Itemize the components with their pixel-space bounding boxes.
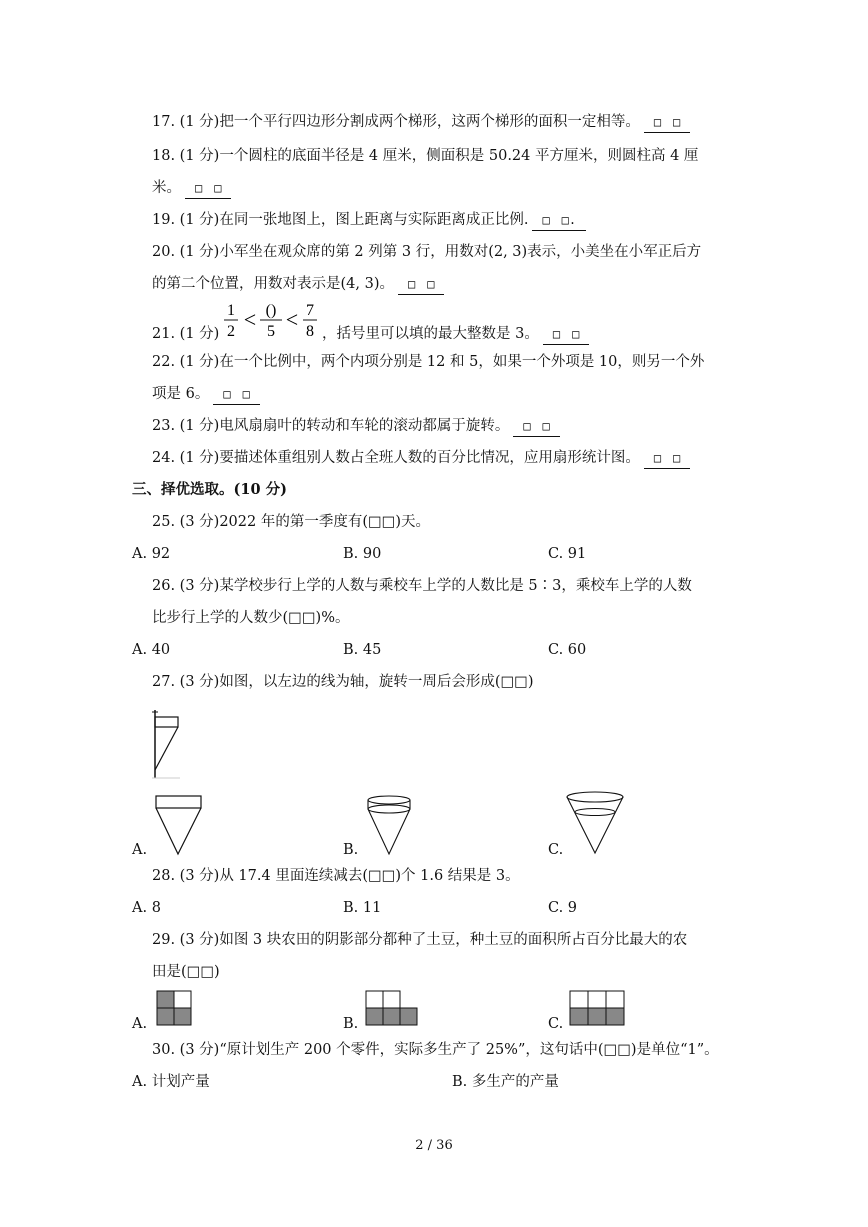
question-26-line2: 比步行上学的人数少(□□)%。 (152, 610, 350, 626)
question-23: 23. (1 分)电风扇扇叶的转动和车轮的滚动都属于旋转。 □ □ (152, 416, 560, 437)
question-22-line2: 项是 6。 □ □ (152, 384, 260, 405)
less-than-sign: < (285, 307, 299, 332)
option-29-b[interactable]: B. (343, 1016, 359, 1032)
answer-blank[interactable]: □ □ (185, 178, 231, 199)
option-29-c-figure[interactable] (569, 990, 627, 1028)
question-21-text: ，括号里可以填的最大整数是 3。 □ □ (322, 324, 589, 345)
question-29-line2: 田是(□□) (152, 964, 220, 980)
question-21-prefix: 21. (1 分) (152, 326, 220, 342)
option-27-c-figure[interactable] (564, 790, 626, 856)
question-22-line1: 22. (1 分)在一个比例中，两个内项分别是 12 和 5，如果一个外项是 10，则另一个外 (152, 354, 705, 370)
question-24: 24. (1 分)要描述体重组别人数占全班人数的百分比情况，应用扇形统计图。 □ □ (152, 448, 690, 469)
rotation-figure (150, 708, 184, 780)
option-27-b[interactable]: B. (343, 842, 359, 858)
option-29-b-figure[interactable] (365, 990, 423, 1028)
question-18-line1: 18. (1 分)一个圆柱的底面半径是 4 厘米，侧面积是 50.24 平方厘米，则圆柱高 4 厘 (152, 148, 699, 164)
answer-blank[interactable]: □ □. (532, 210, 586, 231)
option-26-c[interactable]: C. 60 (548, 642, 587, 658)
option-30-a[interactable]: A. 计划产量 (132, 1074, 210, 1090)
question-17: 17. (1 分)把一个平行四边形分割成两个梯形，这两个梯形的面积一定相等。 □ □ (152, 112, 690, 133)
question-20-line1: 20. (1 分)小军坐在观众席的第 2 列第 3 行，用数对(2, 3)表示，小美坐在小军正后方 (152, 244, 702, 260)
option-29-a[interactable]: A. (132, 1016, 148, 1032)
option-27-a-figure[interactable] (154, 794, 204, 856)
fraction-inequality-image (222, 298, 320, 342)
option-26-a[interactable]: A. 40 (132, 642, 171, 658)
question-28: 28. (3 分)从 17.4 里面连续减去(□□)个 1.6 结果是 3。 (152, 868, 520, 884)
section-heading: 三、择优选取。(10 分) (132, 481, 287, 498)
fraction-numerator-2: () (265, 302, 277, 319)
option-27-c[interactable]: C. (548, 842, 564, 858)
question-20-line2: 的第二个位置，用数对表示是(4, 3)。 □ □ (152, 274, 444, 295)
option-28-a[interactable]: A. 8 (132, 900, 161, 916)
question-18-line2: 米。 □ □ (152, 178, 231, 199)
fraction-denominator-2: 5 (267, 323, 275, 340)
answer-blank[interactable]: □ □ (644, 448, 690, 469)
option-29-c[interactable]: C. (548, 1016, 564, 1032)
question-26-line1: 26. (3 分)某学校步行上学的人数与乘校车上学的人数比是 5∶3，乘校车上学的人数 (152, 578, 692, 594)
question-19: 19. (1 分)在同一张地图上，图上距离与实际距离成正比例. □ □. (152, 210, 586, 231)
question-27: 27. (3 分)如图，以左边的线为轴，旋转一周后会形成(□□) (152, 674, 534, 690)
option-29-a-figure[interactable] (156, 990, 194, 1028)
answer-blank[interactable]: □ □ (213, 384, 259, 405)
less-than-sign: < (243, 307, 257, 332)
answer-blank[interactable]: □ □ (513, 416, 559, 437)
question-25: 25. (3 分)2022 年的第一季度有(□□)天。 (152, 514, 431, 530)
option-25-b[interactable]: B. 90 (343, 546, 382, 562)
page-number: 2 / 36 (415, 1138, 453, 1153)
option-25-a[interactable]: A. 92 (132, 546, 171, 562)
option-25-c[interactable]: C. 91 (548, 546, 587, 562)
option-28-c[interactable]: C. 9 (548, 900, 578, 916)
answer-blank[interactable]: □ □ (644, 112, 690, 133)
fraction-denominator-1: 2 (227, 323, 235, 340)
option-30-b[interactable]: B. 多生产的产量 (452, 1074, 559, 1090)
question-29-line1: 29. (3 分)如图 3 块农田的阴影部分都种了土豆，种土豆的面积所占百分比最大的农 (152, 932, 688, 948)
option-27-b-figure[interactable] (364, 794, 414, 856)
option-26-b[interactable]: B. 45 (343, 642, 382, 658)
fraction-numerator-3: 7 (306, 302, 314, 319)
option-27-a[interactable]: A. (132, 842, 148, 858)
fraction-numerator-1: 1 (227, 302, 235, 319)
answer-blank[interactable]: □ □ (398, 274, 444, 295)
option-28-b[interactable]: B. 11 (343, 900, 382, 916)
fraction-denominator-3: 8 (306, 323, 314, 340)
question-30: 30. (3 分)“原计划生产 200 个零件，实际多生产了 25%”，这句话中(□□)是单位“1”。 (152, 1042, 719, 1058)
answer-blank[interactable]: □ □ (543, 324, 589, 345)
